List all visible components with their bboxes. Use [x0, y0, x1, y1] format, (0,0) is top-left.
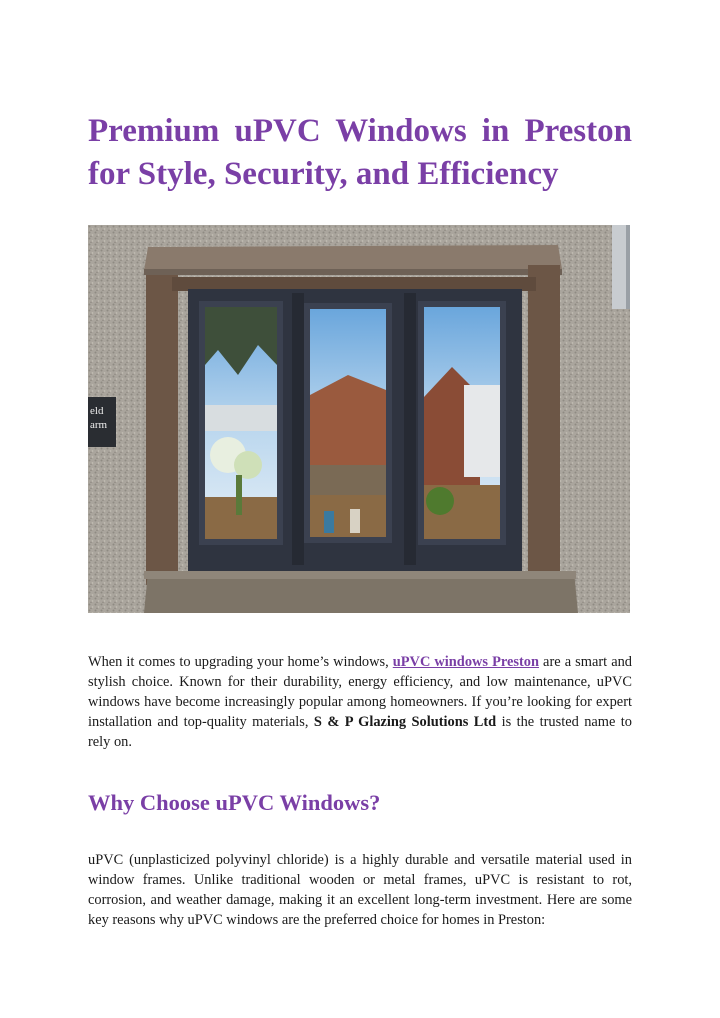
hero-sign-line-2: arm	[90, 419, 108, 431]
upvc-windows-preston-link[interactable]: uPVC windows Preston	[392, 654, 539, 670]
intro-text-start: When it comes to upgrading your home’s windows,	[88, 654, 393, 670]
section-heading: Why Choose uPVC Windows?	[88, 790, 381, 815]
intro-text-middle: are a smart and stylish choice. Known for their durability, energy efficiency, and low maintenance, uPVC windows have become increasingly popular among homeowners. If you’re looking for expert installation and top-quality materials,	[88, 654, 632, 730]
hero-window-photo	[88, 225, 630, 613]
intro-text-end: is the trusted name to rely on.	[88, 714, 632, 750]
hero-sign-line-1: eld	[90, 405, 104, 417]
intro-paragraph	[88, 652, 632, 752]
section-body: uPVC (unplasticized polyvinyl chloride) is a highly durable and versatile material used in window frames. Unlike traditional wooden or metal frames, uPVC is resistant to rot, corrosion, and weather damage, making it an excellent long-term investment. Here are some key reasons why uPVC windows are the preferred choice for homes in Preston:	[88, 852, 632, 928]
company-name: S & P Glazing Solutions Ltd	[313, 714, 497, 730]
page-title: Premium uPVC Windows in Preston for Style, Security, and Efficiency	[88, 113, 632, 192]
